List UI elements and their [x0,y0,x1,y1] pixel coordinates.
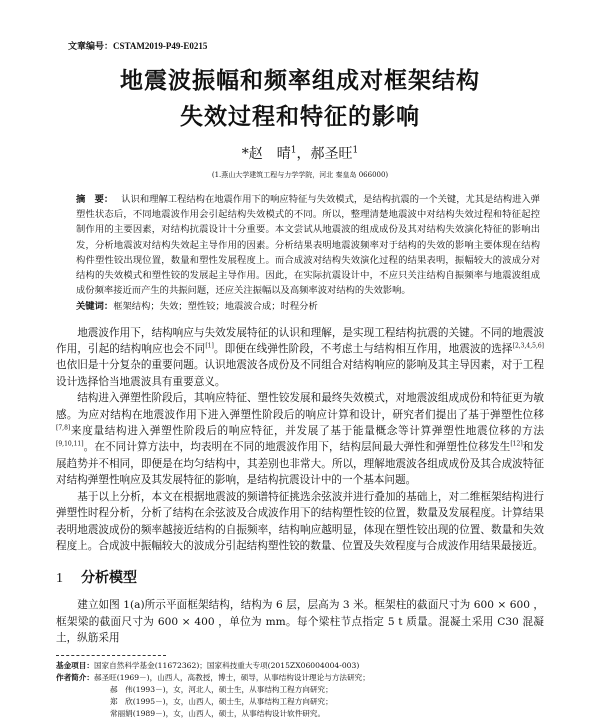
keywords-label: 关键词： [76,301,114,313]
body-text: 结构进入弹塑性阶段后，其响应特征、塑性铰发展和最终失效模式，对地震波组成成份和特征更为敏感。为应对结构在地震波作用下进入弹塑性阶段后的响应计算和设计，研究者们提出了基于弹塑性位移 [56,392,544,421]
body-paragraph-1 [56,325,544,391]
fund-label: 基金项目： [56,660,94,670]
footnote-fund [56,660,544,672]
fund-text: 国家自然科学基金(11672362)；国家科技重大专项(2015ZX06004004-003) [93,660,360,670]
affiliation: (1.燕山大学建筑工程与力学学院，河北 秦皇岛 066000) [211,171,389,179]
paper-title-line1: 地震波振幅和频率组成对框架结构 [120,68,480,94]
bio-label: 作者简介： [56,672,94,682]
section-number: 1 [56,571,63,587]
abstract-text: 认识和理解工程结构在地震作用下的响应特征与失效模式，是结构抗震的一个关键，尤其是结构进入弹塑性状态后，不同地震波作用会引起结构失效模式的不同。所以，整理清楚地震波中对结构失效过程和特征起控制作用的主要因素，对结构抗震设计十分重要。本文尝试从地震波的组成成份及其对结构失效演化特征的影响出发，分析地震波对结构失效起主导作用的因素。分析结果表明地震波频率对于结构的失效的影响主要体现在结构构件塑性铰出现位置，数量和塑性发展程度上。而合成波对结构失效演化过程的结果表明，振幅较大的波成分对结构的失效模式和塑性铰的发展起主导作用。因此，在实际抗震设计中，不应只关注结构自振频率与地震波组成成份频率接近而产生的共振问题，还应关注振幅以及高频率波对结构的失效影响。 [76,194,540,297]
keywords [76,299,540,314]
author-affil-mark: 1 [352,145,359,156]
footnote-divider [56,655,166,656]
citation[interactable]: [2,3,4,5,6] [512,342,545,350]
citation[interactable]: [7,8] [56,424,71,432]
citation[interactable]: [12] [510,440,523,448]
footnote-bio [56,672,544,684]
body-text: 地震波作用下，结构响应与失效发展特征的认识和理解，是实现工程结构抗震的关键。不同的地震波作用，引起的结构响应也会不同 [56,326,544,356]
keywords-text: 框架结构；失效；塑性铰；地震波合成；时程分析 [113,301,318,313]
citation[interactable]: [9,10,11] [56,440,84,448]
body-text: 也依旧是十分复杂的重要问题。认识地震波各成份及不同组合对结构响应的影响及其主导因素，对于工程设计选择恰当地震波具有重要意义。 [56,359,544,388]
author-separator: ， [296,146,311,162]
authors [56,144,544,164]
bio-text: 郝圣旺(1969－)，山西人，高教授，博士，硕导，从事结构设计理论与方法研究； [93,672,370,682]
body-text: 建立如图 1(a)所示平面框架结构，结构为 6 层，层高为 3 米。框架柱的截面尺寸为 600 × 600 ，框架梁的截面尺寸为 600 × 400 ，单位为 mm。每个梁柱节点指定 5 t 质量。混凝土采用 C30 混凝土，纵筋采用 [56,599,544,645]
footnote-bio: 郝 伟(1993－)，女，河北人，硕士生，从事结构工程方向研究； [110,684,333,694]
body-paragraph-2 [56,390,544,488]
body-text: 。在不同计算方法中，均表明在不同的地震波作用下，结构层间最大弹性和弹塑性位移发生 [83,441,511,454]
footnote-bio: 常丽娟(1989－)，女，山西人，硕士，从事结构设计软件研究。 [110,708,326,718]
section-title: 分析模型 [81,570,137,587]
article-number: 文章编号：CSTAM2019-P49-E0215 [68,41,208,51]
abstract-label: 摘 要： [76,194,114,205]
author-affil-mark: 1 [290,145,297,156]
citation[interactable]: [1] [205,342,214,350]
author-name: 郝圣旺 [310,146,353,162]
section-heading [56,568,544,589]
body-text: 。即便在线弹性阶段，不考虑土与结构相互作用，地震波的选择 [213,343,513,356]
body-text: 基于以上分析，本文在根据地震波的频谱特征挑选余弦波并进行叠加的基础上，对二维框架结构进行弹塑性时程分析，分析了结构在余弦波及合成波作用下的结构塑性铰的位置，数量及发展程度。计算结果表明地震波成份的频率越接近结构的自振频率，结构响应越明显，体现在塑性铰出现的位置、数量和失效程度上。合成波中振幅较大的波成分引起结构塑性铰的数量、位置及失效程度与合成波作用结果最接近。 [56,490,544,552]
abstract [76,192,540,298]
body-paragraph-4 [56,597,544,646]
paper-title-line2: 失效过程和特征的影响 [180,104,420,130]
footnote-bio: 郑 欣(1995－)，女，山西人，硕士生，从事结构工程方向研究； [110,696,333,706]
body-paragraph-3 [56,489,544,555]
body-text: 和发展趋势并不相同，即便是在均匀结构中，其差别也非常大。所以，理解地震波各组成成份及其合成波特征对结构弹塑性响应及其发展特征的影响，是结构抗震设计中的一个基本问题。 [56,441,545,487]
author-name: *赵 晴 [241,146,291,162]
body-text: 来度量结构进入弹塑性阶段后的响应特征，并发展了基于能量概念等计算弹塑性地震位移的方法 [70,425,544,438]
